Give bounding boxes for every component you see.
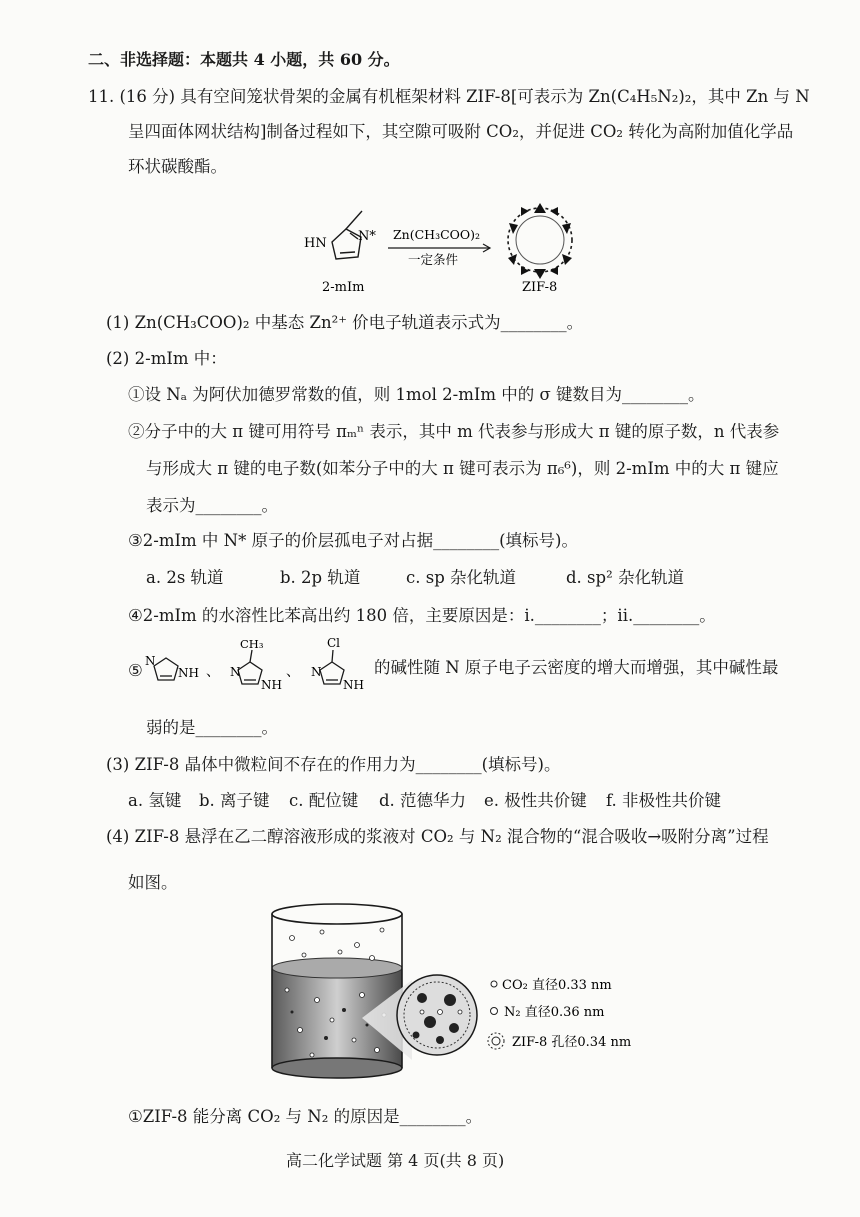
methylimidazole-n: N <box>230 665 241 679</box>
q11-part-3-option-a: a. 氢键 <box>128 791 182 810</box>
q11-intro-line-1: 11. (16 分) 具有空间笼状骨架的金属有机框架材料 ZIF-8[可表示为 Zn(C₄H₅N₂)₂，其中 Zn 与 N <box>88 87 810 106</box>
n2-legend-label: N₂ 直径0.36 nm <box>504 1005 605 1020</box>
q11-part-4-line-1: (4) ZIF-8 悬浮在乙二醇溶液形成的浆液对 CO₂ 与 N₂ 混合物的“混合吸收→吸附分离”过程 <box>106 827 769 846</box>
ch3-label: CH₃ <box>240 637 264 651</box>
product-label: ZIF-8 <box>522 280 558 295</box>
q11-part-4-1: ①ZIF-8 能分离 CO₂ 与 N₂ 的原因是________。 <box>128 1107 483 1126</box>
2-methylimidazole-icon <box>238 650 262 684</box>
separator-1: 、 <box>206 664 220 680</box>
beaker <box>272 904 402 1078</box>
reagent-above: Zn(CH₃COO)₂ <box>393 227 481 242</box>
reaction-arrow <box>388 244 490 252</box>
q11-part-3: (3) ZIF-8 晶体中微粒间不存在的作用力为________(填标号)。 <box>106 755 561 774</box>
zif8-cage-icon <box>508 203 572 279</box>
chloroimidazole-n: N <box>311 665 322 679</box>
q11-part-3-option-f: f. 非极性共价键 <box>606 791 722 810</box>
q11-part-2-2-line-3: 表示为________。 <box>146 496 278 515</box>
separator-2: 、 <box>286 664 300 680</box>
q11-part-1: (1) Zn(CH₃COO)₂ 中基态 Zn²⁺ 价电子轨道表示式为________。 <box>106 313 584 332</box>
reaction-scheme <box>300 195 600 300</box>
q11-part-2-3-option-b: b. 2p 轨道 <box>280 568 361 587</box>
q11-part-3-option-d: d. 范德华力 <box>379 791 467 810</box>
cl-label: Cl <box>327 636 341 650</box>
reactant-nstar: N* <box>358 229 376 244</box>
q11-part-3-option-c: c. 配位键 <box>289 791 359 810</box>
n2-legend-icon <box>491 1008 498 1015</box>
chloroimidazole-nh: NH <box>343 678 364 692</box>
q11-intro-line-2: 呈四面体网状结构]制备过程如下，其空隙可吸附 CO₂，并促进 CO₂ 转化为高附加值化学品 <box>128 122 794 141</box>
q11-part-2-head: (2) 2-mIm 中： <box>106 349 227 368</box>
q11-part-3-option-b: b. 离子键 <box>199 791 270 810</box>
q11-part-2-1: ①设 Nₐ 为阿伏加德罗常数的值，则 1mol 2-mIm 中的 σ 键数目为________。 <box>128 385 705 404</box>
q11-part-2-5-line-2: 弱的是________。 <box>146 718 278 737</box>
q11-part-2-2-line-2: 与形成大 π 键的电子数(如苯分子中的大 π 键可表示为 π₆⁶)，则 2-mIm 中的大 π 键应 <box>146 459 779 478</box>
co2-legend-icon <box>491 981 497 987</box>
q11-part-2-5-number: ⑤ <box>128 661 143 680</box>
q11-part-2-4: ④2-mIm 的水溶性比苯高出约 180 倍，主要原因是：i.________；ii.________。 <box>128 606 716 625</box>
imidazole-icon <box>154 658 178 680</box>
methylimidazole-nh: NH <box>261 678 282 692</box>
zif8-legend-icon <box>488 1033 504 1049</box>
reactant-label: 2-mIm <box>322 280 365 295</box>
q11-intro-line-3: 环状碳酸酯。 <box>128 157 227 176</box>
zoom-circle <box>397 975 477 1055</box>
q11-part-2-5-text: 的碱性随 N 原子电子云密度的增大而增强，其中碱性最 <box>374 658 779 677</box>
imidazole-nh: NH <box>178 666 199 680</box>
separation-figure <box>262 900 682 1090</box>
q11-part-2-2-line-1: ②分子中的大 π 键可用符号 πₘⁿ 表示，其中 m 代表参与形成大 π 键的原子数，n 代表参 <box>128 422 780 441</box>
imidazole-structures <box>140 636 370 696</box>
q11-part-4-line-2: 如图。 <box>128 873 178 892</box>
q11-part-2-3-option-d: d. sp² 杂化轨道 <box>566 568 684 587</box>
imidazole-n: N <box>145 654 156 668</box>
q11-part-2-3-option-c: c. sp 杂化轨道 <box>406 568 517 587</box>
q11-part-2-3: ③2-mIm 中 N* 原子的价层孤电子对占据________(填标号)。 <box>128 531 578 550</box>
page-footer: 高二化学试题 第 4 页(共 8 页) <box>286 1151 505 1170</box>
co2-legend-label: CO₂ 直径0.33 nm <box>502 978 612 993</box>
reactant-hn: HN <box>304 236 327 251</box>
zif8-legend-label: ZIF-8 孔径0.34 nm <box>512 1035 632 1050</box>
q11-part-3-option-e: e. 极性共价键 <box>484 791 587 810</box>
2-chloroimidazole-icon <box>320 650 344 684</box>
reagent-below: 一定条件 <box>408 252 459 267</box>
q11-part-2-3-option-a: a. 2s 轨道 <box>146 568 224 587</box>
section-header: 二、非选择题：本题共 4 小题，共 60 分。 <box>88 50 400 69</box>
